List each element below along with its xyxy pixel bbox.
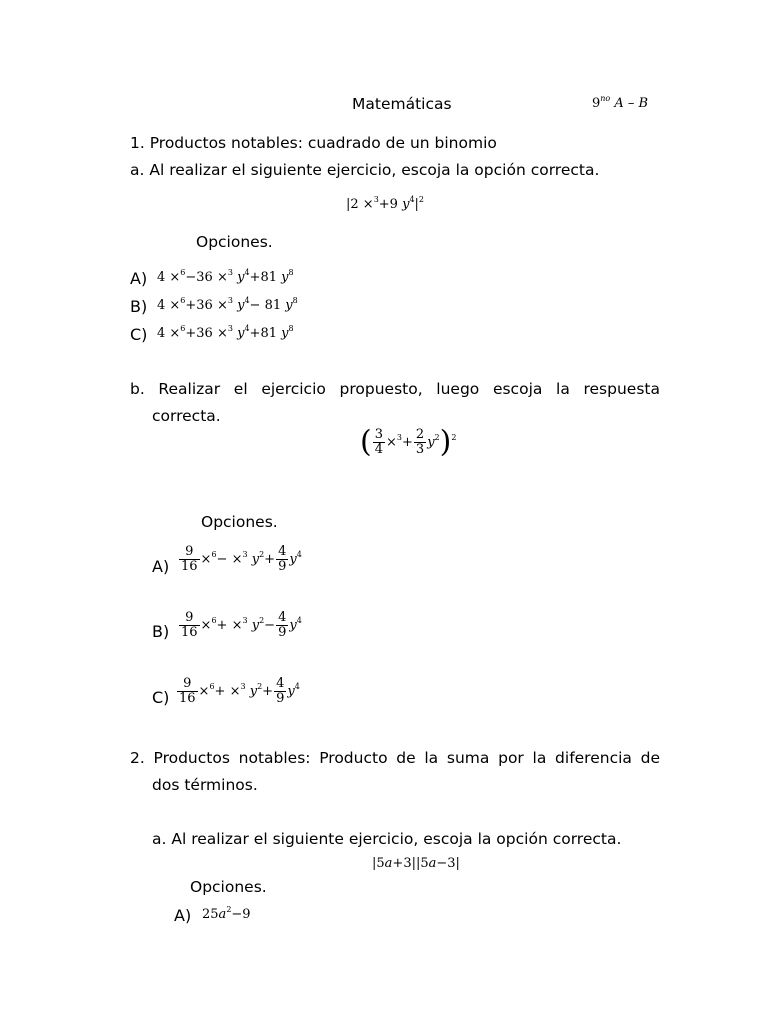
q1b-instruction-line2: correcta. [152,407,221,425]
q1a-option-a-expression: 4 ×$^6$−36 ×$^3$ $y^4+81$ $y^8$ [157,268,294,285]
q1a-option-a-label: A) [130,269,148,288]
q1-heading: 1. Productos notables: cuadrado de un binomio [130,134,497,152]
q2a-option-a-label: A) [174,906,192,925]
q1b-option-b-expression: $\frac{9}{16}$ ×$^6$+ ×$^3$ $y^2-$ $\frac{4}{9}$ $y^4$ [181,610,302,640]
q2a-instruction: a. Al realizar el siguiente ejercicio, escoja la opción correcta. [152,830,622,848]
q1a-option-c-expression: 4 ×$^6$+36 ×$^3$ $y^4+81$ $y^8$ [157,324,294,341]
q2-heading-line1: 2. Productos notables: Producto de la suma por la diferencia de [130,749,660,767]
q1b-option-c-expression: $\frac{9}{16}$ ×$^6$+ ×$^3$ $y^2+$ $\frac{4}{9}$ $y^4$ [179,676,300,706]
q1a-option-b-label: B) [130,297,148,316]
q1b-option-c-label: C) [152,688,170,707]
q1a-option-b-expression: 4 ×$^6$+36 ×$^3$ $y^4- 81$ $y^8$ [157,296,298,313]
q1b-option-b-label: B) [152,622,170,641]
q2a-option-a-expression: $25a^2-9$ [202,905,251,922]
q2a-expression: |5a+3||5a−3| [372,856,460,871]
q2-heading-line2: dos términos. [152,776,258,794]
page-title: Matemáticas [352,95,452,113]
q1a-option-c-label: C) [130,325,148,344]
q1b-expression: ( $\frac{3}{4}$ ×$^3$+ $\frac{2}{3}$ $y^2)^2$ [360,424,457,460]
q2a-options-heading: Opciones. [190,878,267,896]
q1b-options-heading: Opciones. [201,513,278,531]
q1a-expression: |2 ×$^3$+9 $y^4|^2$ [346,195,425,212]
grade-label: $9^{no}$ A – B [592,94,649,111]
q1a-options-heading: Opciones. [196,233,273,251]
q1b-option-a-expression: $\frac{9}{16}$ ×$^6$− ×$^3$ $y^2+$ $\frac{4}{9}$ $y^4$ [181,544,302,574]
q1b-instruction-line1: b. Realizar el ejercicio propuesto, luego escoja la respuesta [130,380,660,398]
q1b-option-a-label: A) [152,557,170,576]
q1a-instruction: a. Al realizar el siguiente ejercicio, escoja la opción correcta. [130,161,600,179]
